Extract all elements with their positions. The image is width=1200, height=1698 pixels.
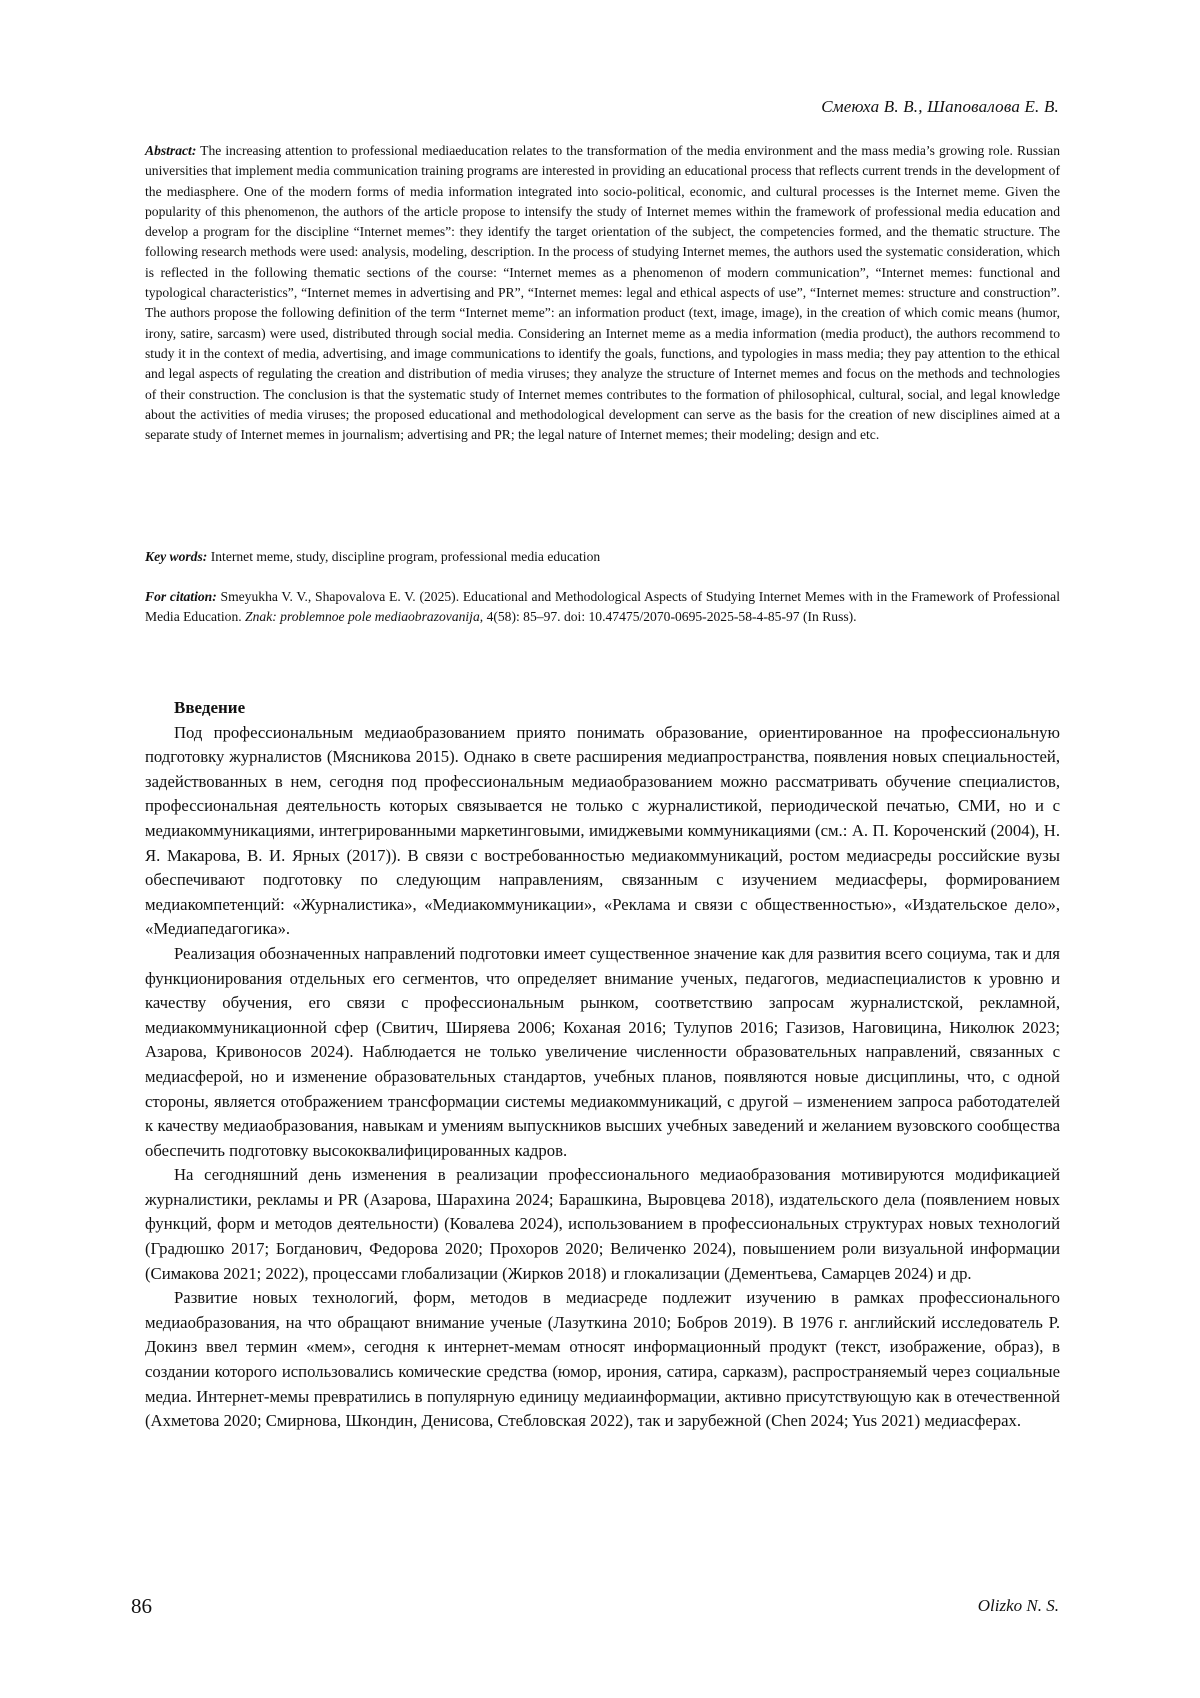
citation-text: Smeyukha V. V., Shapovalova E. V. (2025). Educational and Methodological Aspects of Studying Internet Memes with in the Framework of Professional Media Education. <box>145 589 1060 625</box>
body-paragraph: Реализация обозначенных направлений подготовки имеет существенное значение как для развития всего социума, так и для функционирования отдельных его сегментов, что определяет внимание ученых, педагогов, медиаспециалистов к уровню и качеству обучения, его связи с профессиональным рынком, соответствию запросам журналистской, рекламной, медиакоммуникационной сфер (Свитич, Ширяева 2006; Коханая 2016; Тулупов 2016; Газизов, Наговицина, Николюк 2023; Азарова, Кривоносов 2024). Наблюдается не только увеличение численности образовательных направлений, связанных с медиасферой, но и изменение образовательных стандартов, учебных планов, появляются новые дисциплины, что, с одной стороны, является отображением трансформации системы медиакоммуникаций, с другой – изменением запроса работодателей к качеству медиаобразования, навыкам и умениям выпускников высших учебных заведений и желанием вузовского сообщества обеспечить подготовку высококвалифицированных кадров. <box>145 943 1060 1160</box>
body-paragraph: На сегодняшний день изменения в реализации профессионального медиаобразования мотивируются модификацией журналистики, рекламы и PR (Азарова, Шарахина 2024; Барашкина, Выровцева 2018), издательского дела (появлением новых функций, форм и методов деятельности) (Ковалева 2024), использованием в профессиональных структурах новых технологий (Градюшко 2017; Богданович, Федорова 2020; Прохоров 2020; Величенко 2024), повышением роли визуальной информации (Симакова 2021; 2022), процессами глобализации (Жирков 2018) и глокализации (Дементьева, Самарцев 2024) и др. <box>145 1165 1060 1283</box>
page-number: 86 <box>131 1594 152 1618</box>
section-heading: Введение <box>174 698 246 717</box>
citation-journal: Znak: problemnoe pole mediaobrazovanija <box>245 609 480 625</box>
abstract-text: The increasing attention to professional mediaeducation relates to the transformation of the media environment and the mass media’s growing role. Russian universities that implement media communication training programs are interested in providing an educational process that reflects current trends in the development of the mediasphere. One of the modern forms of media information integrated into socio-political, economic, and cultural processes is the Internet meme. Given the popularity of this phenomenon, the authors of the article propose to intensify the study of Internet memes within the framework of professional media education and develop a program for the discipline “Internet memes”: they identify the target orientation of the subject, the competencies formed, and the thematic structure. The following research methods were used: analysis, modeling, description. In the process of studying Internet memes, the authors used the systematic consideration, which is reflected in the following thematic sections of the course: “Internet memes as a phenomenon of modern communication”, “Internet memes: functional and typological characteristics”, “Internet memes in advertising and PR”, “Internet memes: legal and ethical aspects of use”, “Internet memes: structure and construction”. The authors propose the following definition of the term “Internet meme”: an information product (text, image, image), in the creation of which comic means (humor, irony, satire, sarcasm) were used, distributed through social media. Considering an Internet meme as a media information (media product), the authors recommend to study it in the context of media, advertising, and image communications to identify the goals, functions, and typologies in mass media; they pay attention to the ethical and legal aspects of regulating the creation and distribution of media viruses; they analyze the structure of Internet memes and focus on the methods and technologies of their construction. The conclusion is that the systematic study of Internet memes contributes to the formation of philosophical, cultural, social, and legal knowledge about the activities of media viruses; the proposed educational and methodological development can serve as the basis for the creation of new disciplines aimed at a separate study of Internet memes in journalism; advertising and PR; the legal nature of Internet memes; their modeling; design and etc. <box>145 143 1060 443</box>
keywords-label: Key words: <box>145 549 208 564</box>
footer-author: Olizko N. S. <box>977 1596 1059 1615</box>
running-head: Смеюха В. В., Шаповалова Е. В. <box>821 97 1059 116</box>
keywords <box>145 547 1060 567</box>
citation-label: For citation: <box>145 589 217 604</box>
body-paragraph: Развитие новых технологий, форм, методов в медиасреде подлежит изучению в рамках профессионального медиаобразования, на что обращают внимание ученые (Лазуткина 2010; Бобров 2019). В 1976 г. английский исследователь Р. Докинз ввел термин «мем», сегодня к интернет-мемам относят информационный продукт (текст, изображение, образ), в создании которого использовались комические средства (юмор, ирония, сатира, сарказм), распространяемый через социальные медиа. Интернет-мемы превратились в популярную единицу медиаинформации, активно присутствующую как в отечественной (Ахметова 2020; Смирнова, Шкондин, Денисова, Стебловская 2022), так и зарубежной (Chen 2024; Yus 2021) медиасферах. <box>145 1288 1060 1431</box>
keywords-text: Internet meme, study, discipline program, professional media education <box>210 549 601 564</box>
abstract-label: Abstract: <box>145 143 197 158</box>
citation <box>145 587 1060 628</box>
citation-text-end: , 4(58): 85–97. doi: 10.47475/2070-0695-2025-58-4-85-97 (In Russ). <box>479 609 857 625</box>
body-paragraph: Под профессиональным медиаобразованием приято понимать образование, ориентированное на профессиональную подготовку журналистов (Мясникова 2015). Однако в свете расширения медиапространства, появления новых специальностей, задействованных в нем, сегодня под профессиональным медиаобразованием можно рассматривать обучение специалистов, профессиональная деятельность которых связывается не только с журналистикой, периодической печатью, СМИ, но и с медиакоммуникациями, интегрированными маркетинговыми, имиджевыми коммуникациями (см.: А. П. Короченский (2004), Н. Я. Макарова, В. И. Ярных (2017)). В связи с востребованностью медиакоммуникаций, ростом медиасреды российские вузы обеспечивают подготовку по следующим направлениям, связанным с изучением медиасферы, формированием медиакомпетенций: «Журналистика», «Медиакоммуникации», «Реклама и связи с общественностью», «Издательское дело», «Медиапедагогика». <box>145 722 1060 939</box>
main-body <box>145 696 1060 1434</box>
abstract <box>145 141 1060 445</box>
